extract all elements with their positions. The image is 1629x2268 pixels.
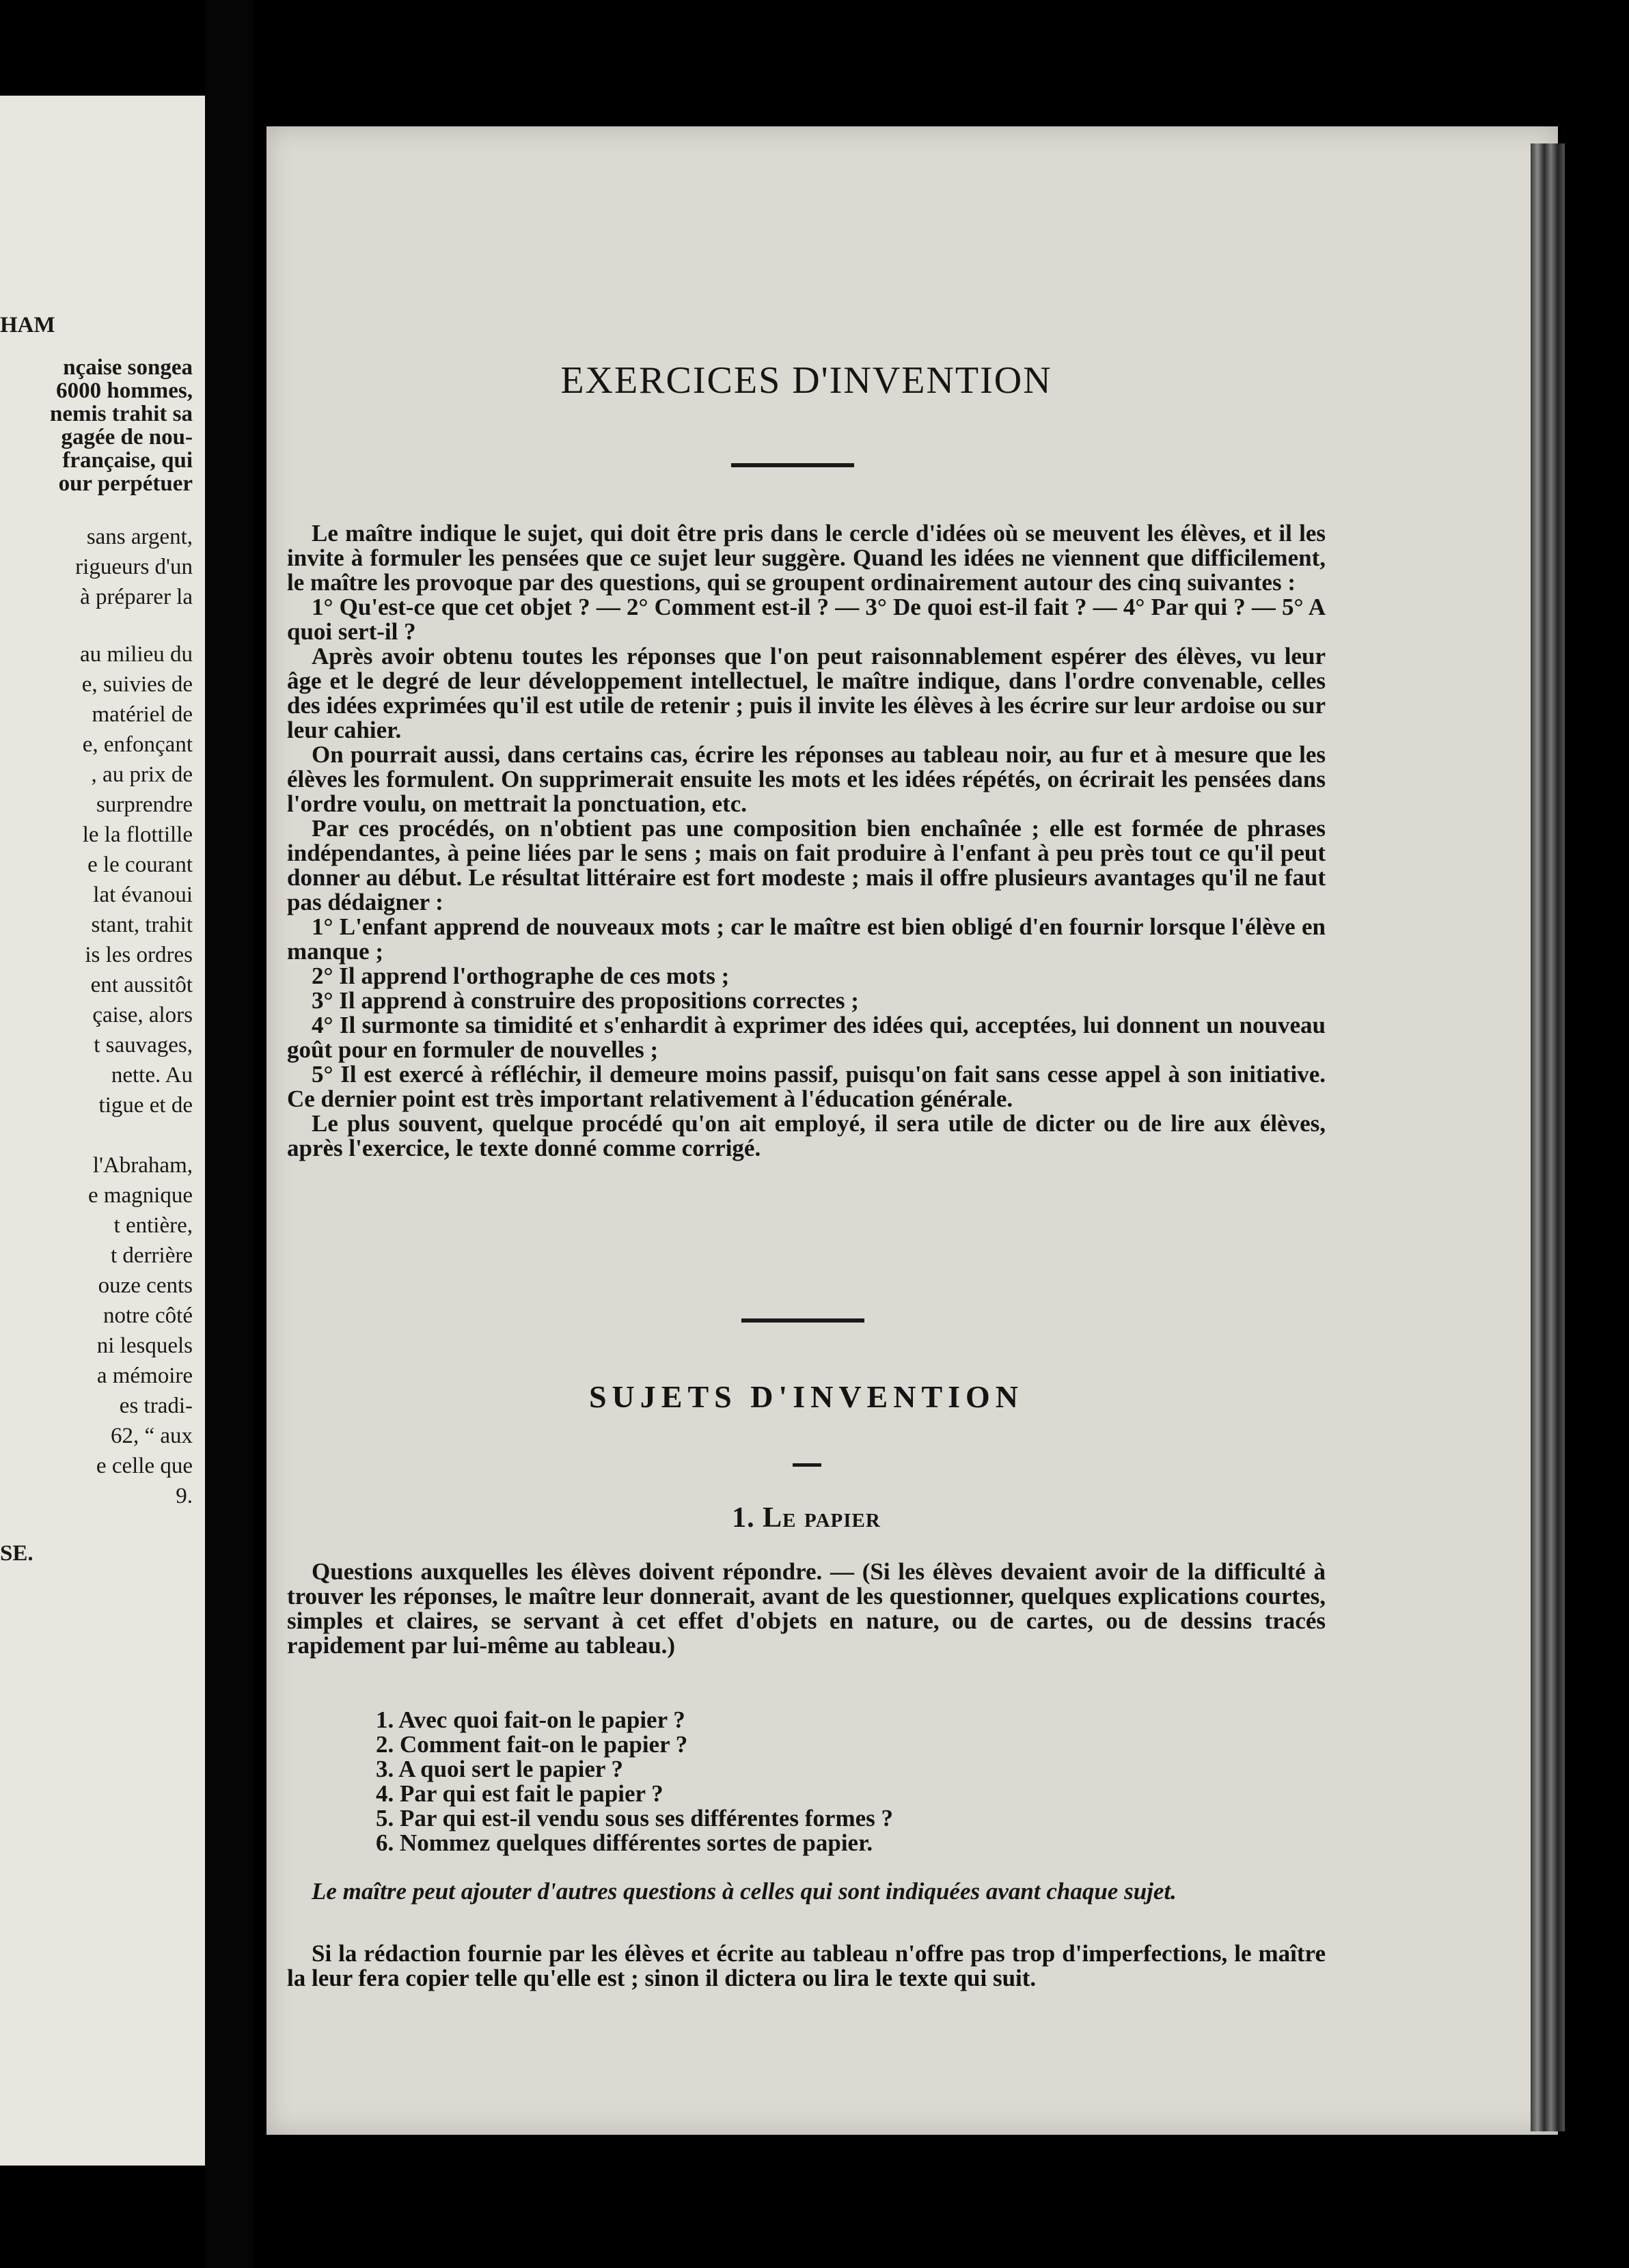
- left-line: rigueurs d'un: [75, 555, 193, 579]
- questions-intro: [287, 1560, 1326, 1658]
- left-line: surprendre: [96, 792, 193, 817]
- left-line: our perpétuer: [58, 471, 193, 496]
- intro-paragraph: 5° Il est exercé à réfléchir, il demeure moins passif, puisqu'on fait sans cesse appel à son initiative. Ce dernier point est très important relativement à l'éducation générale.: [287, 1061, 1326, 1112]
- left-line: à préparer la: [80, 585, 193, 609]
- left-line: lat évanoui: [93, 883, 193, 907]
- left-line: a mémoire: [96, 1364, 193, 1388]
- questions-list: [376, 1708, 1264, 1855]
- short-rule: [793, 1463, 821, 1467]
- left-line: ni lesquels: [96, 1333, 193, 1358]
- subtitle: SUJETS D'INVENTION: [588, 1379, 1024, 1414]
- list-item: 4. Par qui est fait le papier ?: [376, 1780, 663, 1807]
- list-item: 6. Nommez quelques différentes sortes de papier.: [376, 1829, 873, 1856]
- intro-paragraph: On pourrait aussi, dans certains cas, écrire les réponses au tableau noir, au fur et à mesure que les élèves les formulent. On supprimerait ensuite les mots et les idées répétés, on écrirait les pensées dans l'ordre voulu, on mettrait la ponctuation, etc.: [287, 741, 1326, 817]
- left-line: le la flottille: [82, 822, 193, 847]
- left-line: gagée de nou-: [61, 425, 193, 450]
- list-item: 3. A quoi sert le papier ?: [376, 1756, 624, 1782]
- left-line: nemis trahit sa: [50, 402, 193, 426]
- left-line: nette. Au: [111, 1063, 193, 1088]
- section-rule: [741, 1318, 864, 1323]
- left-line: stant, trahit: [91, 913, 193, 937]
- left-line: e, enfonçant: [82, 732, 193, 757]
- left-line: , au prix de: [91, 762, 193, 787]
- left-line: 6000 hommes,: [56, 378, 193, 403]
- intro-paragraph: 1° L'enfant apprend de nouveaux mots ; car le maître est bien obligé d'en fournir lorsque l'élève en manque ;: [287, 913, 1326, 965]
- left-line: e celle que: [96, 1454, 193, 1478]
- final-paragraph: Si la rédaction fournie par les élèves et écrite au tableau n'offre pas trop d'imperfections, le maître la leur fera copier telle qu'elle est ; sinon il dictera ou lira le texte qui suit.: [287, 1940, 1326, 1991]
- italic-note: Le maître peut ajouter d'autres questions à celles qui sont indiquées avant chaque sujet.: [312, 1878, 1177, 1905]
- left-line: HAM: [0, 313, 55, 337]
- left-line: 62, “ aux: [110, 1424, 193, 1448]
- left-line: çaise, alors: [92, 1003, 193, 1027]
- left-line: is les ordres: [85, 943, 193, 967]
- left-page-fragment: [0, 96, 205, 2166]
- page-title: EXERCICES D'INVENTION: [560, 359, 1052, 402]
- left-line: tigue et de: [98, 1093, 193, 1118]
- left-line: t derrière: [111, 1243, 193, 1268]
- intro-paragraph: 4° Il surmonte sa timidité et s'enhardit à exprimer des idées qui, acceptées, lui donnent un nouveau goût pour en formuler de nouvelles ;: [287, 1012, 1326, 1063]
- left-line: t entière,: [113, 1213, 193, 1238]
- left-line: ent aussitôt: [90, 973, 193, 997]
- intro-paragraph: 2° Il apprend l'orthographe de ces mots ;: [312, 963, 730, 989]
- left-line: matériel de: [92, 702, 193, 727]
- section-title: 1. Le papier: [732, 1502, 881, 1534]
- page-edge: [1531, 143, 1565, 2131]
- questions-intro-text: Questions auxquelles les élèves doivent répondre. — (Si les élèves devaient avoir de la difficulté à trouver les réponses, le maître leur donnerait, avant de les questionner, quelques explications courtes, simples et claires, se servant à cet effet d'objets en nature, ou de cartes, ou de dessins tracés rapidement par lui-même au tableau.): [287, 1558, 1326, 1659]
- list-item: 2. Comment fait-on le papier ?: [376, 1731, 688, 1758]
- intro-paragraph: Après avoir obtenu toutes les réponses que l'on peut raisonnablement espérer des élèves, vu leur âge et le degré de leur développement intellectuel, le maître indique, dans l'ordre convenable, celles des idées exprimées qu'il est utile de retenir ; puis il invite les élèves à les écrire sur leur ardoise ou sur leur cahier.: [287, 643, 1326, 743]
- list-item: 5. Par qui est-il vendu sous ses différentes formes ?: [376, 1805, 894, 1831]
- title-rule: [731, 463, 854, 467]
- intro-paragraph: Le plus souvent, quelque procédé qu'on ait employé, il sera utile de dicter ou de lire aux élèves, après l'exercice, le texte donné comme corrigé.: [287, 1110, 1326, 1161]
- list-item: 1. Avec quoi fait-on le papier ?: [376, 1706, 685, 1733]
- left-line: française, qui: [62, 448, 193, 473]
- left-line: l'Abraham,: [92, 1153, 193, 1178]
- left-line: nçaise songea: [63, 355, 193, 380]
- left-line: sans argent,: [86, 525, 193, 549]
- intro-paragraph: Par ces procédés, on n'obtient pas une composition bien enchaînée ; elle est formée de phrases indépendantes, à peine liées par le sens ; mais on fait produire à l'enfant à peu près tout ce qu'il peut donner au début. Le résultat littéraire est fort modeste ; mais il offre plusieurs avantages qu'il ne faut pas dédaigner :: [287, 815, 1326, 915]
- left-line: notre côté: [102, 1303, 193, 1328]
- left-line: SE.: [0, 1541, 33, 1566]
- left-line: e, suivies de: [81, 672, 193, 697]
- left-line: ouze cents: [98, 1273, 193, 1298]
- left-line: t sauvages,: [94, 1033, 193, 1057]
- left-line: au milieu du: [80, 642, 193, 667]
- intro-paragraph: 1° Qu'est-ce que cet objet ? — 2° Comment est-il ? — 3° De quoi est-il fait ? — 4° Par qui ? — 5° A quoi sert-il ?: [287, 594, 1326, 645]
- book-spine-gap: [205, 0, 253, 2268]
- left-line: e magnique: [87, 1183, 193, 1208]
- left-line: es tradi-: [119, 1394, 193, 1418]
- left-line: e le courant: [87, 853, 193, 877]
- intro-paragraph: 3° Il apprend à construire des propositions correctes ;: [312, 987, 859, 1014]
- intro-text: [287, 521, 1326, 1161]
- left-line: 9.: [176, 1484, 193, 1508]
- intro-paragraph: Le maître indique le sujet, qui doit être pris dans le cercle d'idées où se meuvent les élèves, et il les invite à formuler les pensées que ce sujet leur suggère. Quand les idées ne viennent que difficilement, le maître les provoque par des questions, qui se groupent ordinairement autour des cinq suivantes :: [287, 520, 1326, 596]
